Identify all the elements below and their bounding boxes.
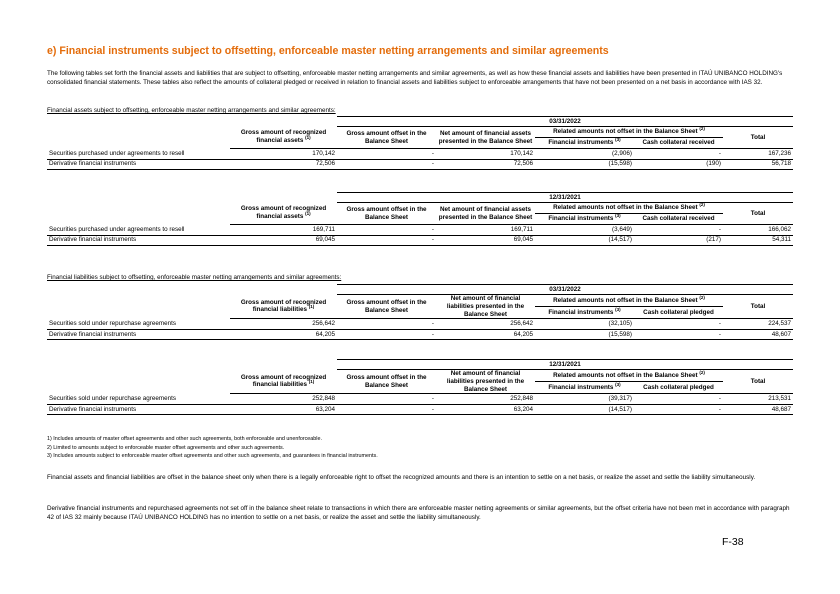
cash-collateral-header <box>634 307 723 319</box>
cell-gross: 69,045 <box>230 235 337 246</box>
liabilities-section-title: Financial liabilities subject to offsetting, enforceable master netting arrangements and similar agreements: <box>47 274 342 281</box>
assets-section-title: Financial assets subject to offsetting, enforceable master netting arrangements and similar agreements: <box>47 107 336 114</box>
period-date: 03/31/2022 <box>337 285 793 295</box>
table-row <box>47 159 793 170</box>
offset-amount-header-text: Gross amount offset in the Balance Sheet <box>346 298 427 314</box>
cell-net: 69,045 <box>436 235 535 246</box>
cell-cash: (190) <box>634 159 723 170</box>
table-row <box>47 235 793 246</box>
row-label: Derivative financial instruments <box>47 329 230 340</box>
related-amounts-header <box>535 370 723 382</box>
cell-fin: (14,517) <box>535 404 634 415</box>
row-label: Derivative financial instruments <box>47 404 230 415</box>
gross-amount-header-text: Gross amount of recognized financial assets <box>240 205 327 221</box>
cell-gross: 256,642 <box>230 319 337 330</box>
cell-fin: (32,105) <box>535 319 634 330</box>
net-amount-header <box>436 203 535 225</box>
financial-instruments-header-text: Financial instruments <box>548 308 614 316</box>
net-amount-header-text: Net amount of financial liabilities presented in the Balance Sheet <box>446 370 525 393</box>
cell-net: 64,205 <box>436 329 535 340</box>
row-label-header <box>47 370 230 394</box>
cash-collateral-header <box>634 138 723 149</box>
cash-collateral-header-text: Cash collateral pledged <box>643 308 714 316</box>
cell-offset: - <box>337 225 436 236</box>
cell-offset: - <box>337 394 436 405</box>
related-amounts-header-footnote-ref: (2) <box>699 369 705 375</box>
financial-instruments-header-text: Financial instruments <box>548 215 614 223</box>
cell-total: 213,531 <box>723 394 793 405</box>
total-header <box>723 295 793 319</box>
cell-offset: - <box>337 319 436 330</box>
row-label: Securities purchased under agreements to resell <box>47 225 230 236</box>
row-label: Derivative financial instruments <box>47 235 230 246</box>
cell-gross: 169,711 <box>230 225 337 236</box>
cell-net: 170,142 <box>436 149 535 160</box>
financial-instruments-header <box>535 307 634 319</box>
net-amount-header-text: Net amount of financial assets presented in the Balance Sheet <box>438 205 533 221</box>
total-header <box>723 370 793 394</box>
blank-cell <box>230 193 337 203</box>
gross-amount-header-text: Gross amount of recognized financial liabilities <box>240 298 327 314</box>
related-amounts-header-text: Related amounts not offset in the Balance Sheet <box>553 128 698 136</box>
gross-amount-header-footnote-ref: (1) <box>305 135 311 141</box>
offset-amount-header <box>337 370 436 394</box>
cell-gross: 170,142 <box>230 149 337 160</box>
cell-net: 169,711 <box>436 225 535 236</box>
offset-amount-header-text: Gross amount offset in the Balance Sheet <box>346 129 427 145</box>
gross-amount-header-footnote-ref: (1) <box>308 379 315 385</box>
cell-net: 252,848 <box>436 394 535 405</box>
offset-amount-header-text: Gross amount offset in the Balance Sheet <box>346 373 427 389</box>
period-date: 12/31/2021 <box>337 360 793 370</box>
intro-paragraph: The following tables set forth the financial assets and liabilities that are subject to offsetting, enforceable master netting arrangements and similar agreements, as well as how these financial assets and liabilities have been presented in ITAÚ UNIBANCO HOLDING's consolidated financial statements. These tables also reflect the amounts of collateral pledged or received in relation to financial assets and liabilities subject to enforceable arrangements that have not been presented on a net basis in accordance with IAS 32. <box>47 70 783 86</box>
related-amounts-header-footnote-ref: (2) <box>699 202 705 207</box>
cell-fin: (2,906) <box>535 149 634 160</box>
cell-gross: 252,848 <box>230 394 337 405</box>
footnotes <box>47 435 378 461</box>
period-date: 03/31/2022 <box>337 117 793 127</box>
financial-instruments-header-footnote-ref: (3) <box>615 213 621 218</box>
row-label: Securities sold under repurchase agreements <box>47 319 230 330</box>
offset-amount-header <box>337 127 436 149</box>
total-header-text: Total <box>750 377 766 385</box>
cell-fin: (39,317) <box>535 394 634 405</box>
financial-instruments-header-footnote-ref: (3) <box>615 306 621 312</box>
blank-cell <box>230 285 337 295</box>
blank-cell <box>47 360 230 370</box>
cell-fin: (15,598) <box>535 159 634 170</box>
cell-fin: (14,517) <box>535 235 634 246</box>
related-amounts-header-footnote-ref: (2) <box>699 294 705 300</box>
financial-instruments-header-text: Financial instruments <box>548 139 614 147</box>
assets-table-q1-2022 <box>47 116 793 170</box>
derivatives-paragraph: Derivative financial instruments and repurchased agreements not set off in the balance sheet relate to transactions in which there are enforceable master netting agreements or similar agreements, but the offset criteria have not been met in accordance with paragraph 42 of IAS 32 mainly because ITAÚ UNIBANCO HOLDING has no intention to settle on a net basis, or realize the asset and settle the liability simultaneously. <box>47 505 790 521</box>
table-row <box>47 149 793 160</box>
cash-collateral-header <box>634 214 723 225</box>
gross-amount-header-footnote-ref: (1) <box>305 211 311 217</box>
period-date: 12/31/2021 <box>337 193 793 203</box>
gross-amount-header-text: Gross amount of recognized financial liabilities <box>240 373 327 389</box>
cell-net: 72,506 <box>436 159 535 170</box>
cell-total: 48,687 <box>723 404 793 415</box>
cell-cash: - <box>634 319 723 330</box>
related-amounts-header <box>535 295 723 307</box>
cell-cash: - <box>634 394 723 405</box>
total-header-text: Total <box>750 302 766 310</box>
cell-cash: - <box>634 404 723 415</box>
cell-gross: 64,205 <box>230 329 337 340</box>
cell-gross: 63,204 <box>230 404 337 415</box>
liabilities-table-2021 <box>47 359 793 415</box>
financial-instruments-header <box>535 382 634 394</box>
cell-net: 256,642 <box>436 319 535 330</box>
related-amounts-header-text: Related amounts not offset in the Balance Sheet <box>553 296 698 304</box>
financial-instruments-header-footnote-ref: (3) <box>615 381 621 387</box>
blank-cell <box>47 285 230 295</box>
footnote-2: 2) Limited to amounts subject to enforceable master offset agreements and other such agreements. <box>47 444 285 451</box>
row-label: Derivative financial instruments <box>47 159 230 170</box>
gross-amount-header <box>230 295 337 319</box>
table-row <box>47 404 793 415</box>
financial-instruments-header-footnote-ref: (3) <box>615 137 621 142</box>
blank-cell <box>230 117 337 127</box>
cash-collateral-header <box>634 382 723 394</box>
total-header <box>723 127 793 149</box>
cell-total: 54,311 <box>723 235 793 246</box>
row-label: Securities purchased under agreements to resell <box>47 149 230 160</box>
offset-amount-header-text: Gross amount offset in the Balance Sheet <box>346 205 427 221</box>
blank-cell <box>47 117 230 127</box>
net-amount-header <box>436 127 535 149</box>
cash-collateral-header-text: Cash collateral pledged <box>643 383 714 391</box>
cash-collateral-header-text: Cash collateral received <box>642 139 715 147</box>
total-header-text: Total <box>750 209 766 217</box>
total-header <box>723 203 793 225</box>
section-heading: e) Financial instruments subject to offsetting, enforceable master netting arrangements and similar agreements <box>47 45 609 57</box>
net-amount-header <box>436 295 535 319</box>
related-amounts-header-text: Related amounts not offset in the Balance Sheet <box>553 204 698 212</box>
gross-amount-header-footnote-ref: (1) <box>308 304 315 310</box>
cell-offset: - <box>337 329 436 340</box>
cell-total: 48,607 <box>723 329 793 340</box>
footnote-1: 1) Includes amounts of master offset agreements and other such agreements, both enforceable and unenforceable. <box>47 436 322 442</box>
offset-amount-header <box>337 295 436 319</box>
cell-net: 63,204 <box>436 404 535 415</box>
gross-amount-header-text: Gross amount of recognized financial assets <box>240 129 327 145</box>
row-label-header <box>47 203 230 225</box>
cell-cash: - <box>634 149 723 160</box>
cell-offset: - <box>337 159 436 170</box>
footnote-3: 3) Includes amounts subject to enforceable master offset agreements and other such agreements, and guarantees in financial instruments. <box>47 453 378 460</box>
related-amounts-header-text: Related amounts not offset in the Balance Sheet <box>553 371 698 379</box>
table-row <box>47 394 793 405</box>
cell-total: 56,718 <box>723 159 793 170</box>
cell-cash: - <box>634 225 723 236</box>
gross-amount-header <box>230 203 337 225</box>
financial-instruments-header-text: Financial instruments <box>548 383 614 391</box>
cell-total: 224,537 <box>723 319 793 330</box>
cell-offset: - <box>337 149 436 160</box>
financial-instruments-header <box>535 214 634 225</box>
table-row <box>47 329 793 340</box>
net-amount-header <box>436 370 535 394</box>
cell-offset: - <box>337 404 436 415</box>
row-label: Securities sold under repurchase agreements <box>47 394 230 405</box>
gross-amount-header <box>230 127 337 149</box>
table-row <box>47 319 793 330</box>
net-amount-header-text: Net amount of financial assets presented in the Balance Sheet <box>438 129 533 145</box>
blank-cell <box>230 360 337 370</box>
net-amount-header-text: Net amount of financial liabilities presented in the Balance Sheet <box>446 295 525 318</box>
row-label-header <box>47 295 230 319</box>
assets-table-2021 <box>47 192 793 246</box>
cell-offset: - <box>337 235 436 246</box>
page-number: F-38 <box>722 536 744 548</box>
cell-fin: (15,598) <box>535 329 634 340</box>
cell-total: 167,236 <box>723 149 793 160</box>
cell-fin: (3,649) <box>535 225 634 236</box>
financial-instruments-header <box>535 138 634 149</box>
cell-cash: - <box>634 329 723 340</box>
cell-cash: (217) <box>634 235 723 246</box>
cell-gross: 72,506 <box>230 159 337 170</box>
table-row <box>47 225 793 236</box>
liabilities-table-q1-2022 <box>47 284 793 340</box>
blank-cell <box>47 193 230 203</box>
row-label-header <box>47 127 230 149</box>
offset-amount-header <box>337 203 436 225</box>
cash-collateral-header-text: Cash collateral received <box>642 215 715 223</box>
cell-total: 166,062 <box>723 225 793 236</box>
offset-paragraph: Financial assets and financial liabilities are offset in the balance sheet only when there is a legally enforceable right to offset the recognized amounts and there is an intention to settle on a net basis, or realize the asset and settle the liability simultaneously. <box>47 474 756 481</box>
total-header-text: Total <box>750 133 766 141</box>
related-amounts-header-footnote-ref: (2) <box>699 126 705 131</box>
related-amounts-header <box>535 127 723 138</box>
gross-amount-header <box>230 370 337 394</box>
related-amounts-header <box>535 203 723 214</box>
